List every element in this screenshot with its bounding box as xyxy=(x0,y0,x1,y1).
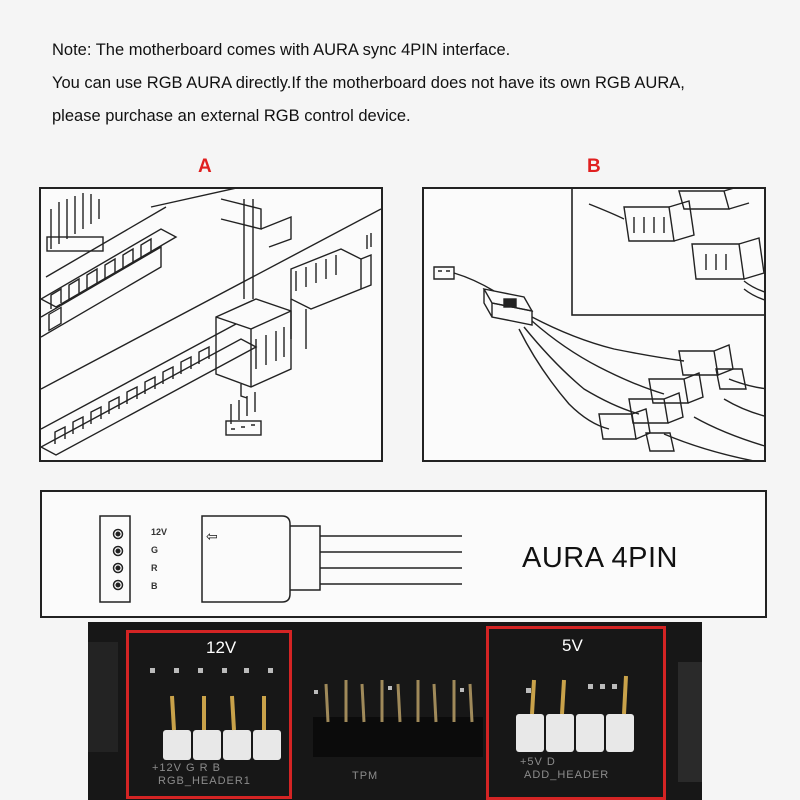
pin-label-b: B xyxy=(151,581,158,591)
diagram-b-panel xyxy=(422,187,766,462)
pin-label-r: R xyxy=(151,563,158,573)
diagram-a-label: A xyxy=(198,156,212,177)
motherboard-header-photo xyxy=(88,622,702,800)
note-line-1: Note: The motherboard comes with AURA sync 4PIN interface. xyxy=(52,41,511,59)
left-header-voltage: 12V xyxy=(206,638,237,657)
aura-4pin-title: AURA 4PIN xyxy=(522,542,678,574)
note-line-3: please purchase an external RGB control device. xyxy=(52,107,411,125)
diagram-a-panel xyxy=(39,187,383,462)
note-text xyxy=(52,34,782,133)
pin-label-12v: 12V xyxy=(151,527,168,537)
left-header-pin-silkscreen: +12V G R B xyxy=(152,762,222,774)
left-header-name: RGB_HEADER1 xyxy=(158,775,251,787)
right-header-pin-silkscreen: +5V D xyxy=(520,756,556,768)
diagram-b-label: B xyxy=(587,156,601,177)
pin-label-g: G xyxy=(151,545,159,555)
right-header-name: ADD_HEADER xyxy=(524,769,610,781)
motherboard-connection-drawing xyxy=(41,189,381,460)
splitter-cable-drawing xyxy=(424,189,764,460)
right-header-voltage: 5V xyxy=(562,636,583,655)
arrow-icon: ⇦ xyxy=(206,528,218,544)
note-line-2: You can use RGB AURA directly.If the motherboard does not have its own RGB AURA, xyxy=(52,74,685,92)
tpm-label: TPM xyxy=(352,770,379,782)
